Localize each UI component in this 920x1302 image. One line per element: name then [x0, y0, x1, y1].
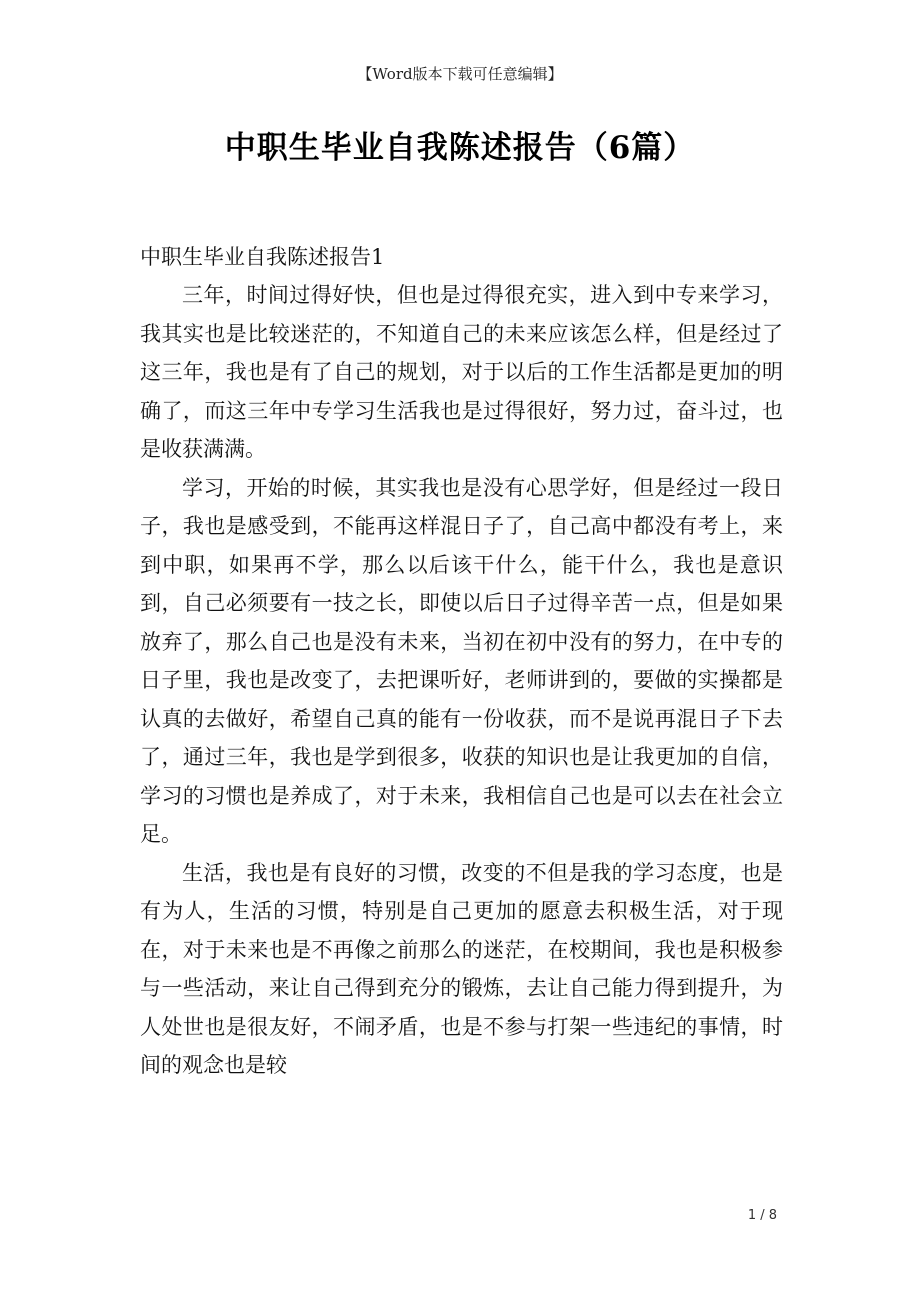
paragraph-1: 三年，时间过得好快，但也是过得很充实，进入到中专来学习，我其实也是比较迷茫的，不知道自己的未来应该怎么样，但是经过了这三年，我也是有了自己的规划，对于以后的工作生活都是更加的明确了，而这三年中专学习生活我也是过得很好，努力过，奋斗过，也是收获满满。 — [140, 283, 783, 461]
document-title: 中职生毕业自我陈述报告（6篇） — [224, 130, 696, 166]
paragraph-2: 学习，开始的时候，其实我也是没有心思学好，但是经过一段日子，我也是感受到，不能再这样混日子了，自己高中都没有考上，来到中职，如果再不学，那么以后该干什么，能干什么，我也是意识到，自己必须要有一技之长，即使以后日子过得辛苦一点，但是如果放弃了，那么自己也是没有未来，当初在初中没有的努力，在中专的日子里，我也是改变了，去把课听好，老师讲到的，要做的实操都是认真的去做好，希望自己真的能有一份收获，而不是说再混日子下去了，通过三年，我也是学到很多，收获的知识也是让我更加的自信，学习的习惯也是养成了，对于未来，我相信自己也是可以去在社会立足。 — [140, 475, 783, 846]
page-number: 1 / 8 — [747, 1208, 777, 1223]
paragraph-3: 生活，我也是有良好的习惯，改变的不但是我的学习态度，也是有为人，生活的习惯，特别是自己更加的愿意去积极生活，对于现在，对于未来也是不再像之前那么的迷茫，在校期间，我也是积极参与一些活动，来让自己得到充分的锻炼，去让自己能力得到提升，为人处世也是很友好，不闹矛盾，也是不参与打架一些违纪的事情，时间的观念也是较 — [140, 860, 783, 1077]
document-body — [140, 238, 783, 1085]
section-heading: 中职生毕业自我陈述报告1 — [140, 245, 385, 269]
download-note: 【Word版本下载可任意编辑】 — [357, 65, 563, 83]
